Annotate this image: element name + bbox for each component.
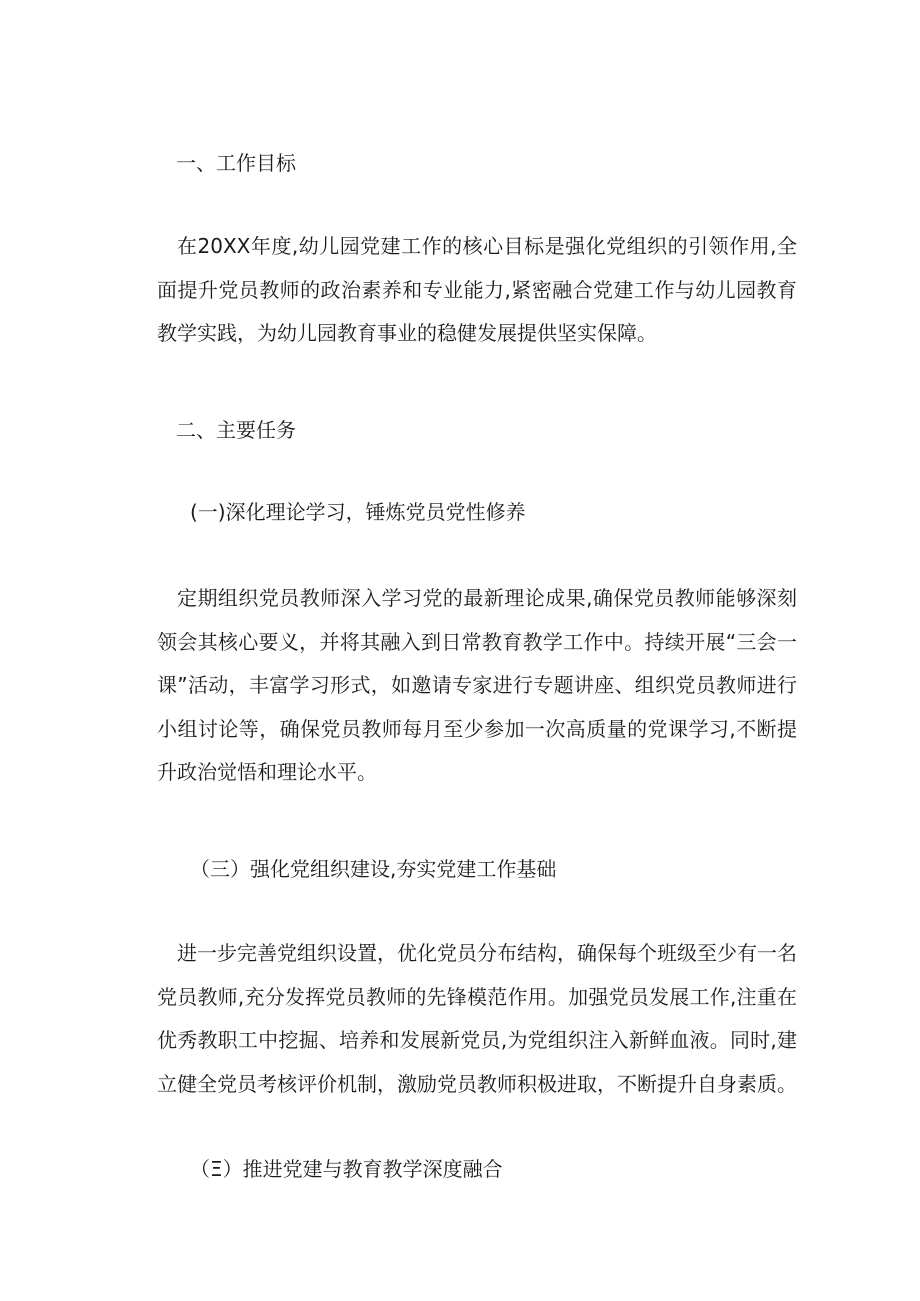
subsection-heading-theory-study: (一)深化理论学习，锤炼党员党性修养 — [190, 500, 526, 524]
subsection-heading-organization: （三）强化党组织建设,夯实党建工作基础 — [190, 857, 557, 881]
paragraph-organization: 进一步完善党组织设置，优化党员分布结构，确保每个班级至少有一名党员教师,充分发挥党员教师的先锋模范作用。加强党员发展工作,注重在优秀教职工中挖掘、培养和发展新党员,为党组织注入新鲜血液。同时,建立健全党员考核评价机制，激励党员教师积极进取，不断提升自身素质。 — [157, 941, 797, 1096]
section-heading-tasks: 二、主要任务 — [176, 418, 296, 442]
subsection-heading-integration: （Ξ）推进党建与教育教学深度融合 — [190, 1157, 503, 1181]
paragraph-goal: 在20XX年度,幼儿园党建工作的核心目标是强化党组织的引领作用,全面提升党员教师的政治素养和专业能力,紧密融合党建工作与幼儿园教育教学实践，为幼儿园教育事业的稳健发展提供坚实保障。 — [157, 234, 797, 345]
paragraph-theory-study: 定期组织党员教师深入学习党的最新理论成果,确保党员教师能够深刻领会其核心要义，并将其融入到日常教育教学工作中。持续开展“三会一课”活动，丰富学习形式，如邀请专家进行专题讲座、组织党员教师进行小组讨论等，确保党员教师每月至少参加一次高质量的党课学习,不断提升政治觉悟和理论水平。 — [157, 586, 797, 784]
section-heading-goal: 一、工作目标 — [176, 151, 296, 175]
